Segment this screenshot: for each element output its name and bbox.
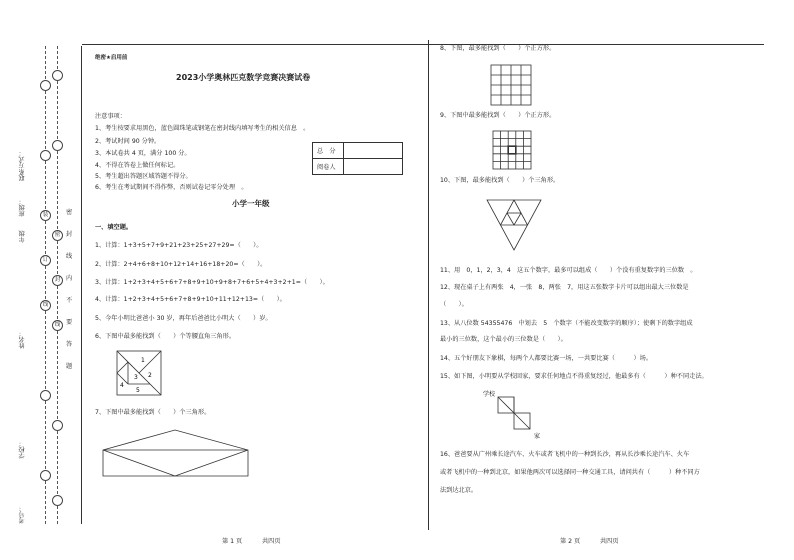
notes-title: 注意事项： xyxy=(95,113,126,120)
note-item: 5、考生超出答题区域答题不得分。 xyxy=(95,173,192,180)
question-12: 12、现在桌子上有两张 4，一张 8，两张 7，用这五张数字卡片可以组出最大三位数是 xyxy=(440,284,689,291)
question-10: 10、下图，最多能找到（ ）个三角形。 xyxy=(440,177,560,184)
page-2-number: 第 2 页 xyxy=(560,538,581,545)
grade-label: 年级 xyxy=(19,230,26,243)
binding-circle: 封 xyxy=(52,275,63,286)
binding-circle xyxy=(40,80,51,91)
grader-label: 阅卷人 xyxy=(313,159,344,175)
seal-char: 要 xyxy=(66,319,73,326)
binding-circle xyxy=(52,420,63,431)
question-11: 11、用 0，1，2，3，4 这五个数字，最多可以组成（ ）个没有重复数字的三位数 。 xyxy=(440,267,697,274)
question-4: 4、计算：1+2+3+4+5+6+7+8+9+10+11+12+13=（ ）。 xyxy=(95,296,286,303)
q6-label: 5 xyxy=(136,387,140,394)
question-3: 3、计算：1+2+3+4+5+6+7+8+9+10+9+8+7+6+5+4+3+2+1=（ ）。 xyxy=(95,279,329,286)
contact-label: 联系方式： xyxy=(19,150,26,181)
question-6: 6、下图中最多能找到（ ）个等腰直角三角形。 xyxy=(95,333,236,340)
note-item: 6、考生在考试期间不得作弊，否则试卷记零分处理 。 xyxy=(95,184,248,191)
question-9: 9、下图中最多能找到（ ）个正方形。 xyxy=(440,112,556,119)
q6-figure xyxy=(116,350,162,396)
q6-label: 4 xyxy=(120,382,124,389)
q9-figure xyxy=(492,130,532,170)
binding-circle xyxy=(52,495,63,506)
question-14: 14、五个好朋友下象棋，每两个人都要比赛一场，一共要比赛（ ）场。 xyxy=(440,355,653,362)
seal-char: 线 xyxy=(66,253,73,260)
grader-cell[interactable] xyxy=(344,159,403,175)
binding-circle: 线 xyxy=(40,300,51,311)
score-cell[interactable] xyxy=(344,143,403,159)
question-2: 2、计算：2+4+6+8+10+12+14+16+18+20=（ ）。 xyxy=(95,261,267,268)
top-rule xyxy=(82,44,764,45)
page-2-total: 共四页 xyxy=(600,538,619,545)
binding-circle: 线 xyxy=(52,320,63,331)
exam-number-label: 考号： xyxy=(19,505,26,524)
question-16: 16、爸爸要从广州乘长途汽车、火车或者飞机中的一种到长沙，再从长沙乘长途汽车、火车 xyxy=(440,451,690,458)
home-point-label: 家 xyxy=(534,433,541,440)
binding-circle: 密 xyxy=(52,230,63,241)
secret-mark: 绝密★启用前 xyxy=(95,55,128,61)
page-1-total: 共四页 xyxy=(262,538,281,545)
page-divider xyxy=(428,40,429,530)
binding-circle: 订 xyxy=(40,255,51,266)
question-1: 1、计算：1+3+5+7+9+21+23+25+27+29=（ ）。 xyxy=(95,242,263,249)
seal-char: 答 xyxy=(66,341,73,348)
question-13-cont: 最小的三位数，这个最小的三位数是（ ）。 xyxy=(440,336,567,343)
binding-circle xyxy=(40,390,51,401)
name-label: 姓名： xyxy=(19,330,26,349)
q6-label: 1 xyxy=(141,357,145,364)
q15-figure xyxy=(480,388,550,442)
question-8: 8、下图，最多能找到（ ）个正方形。 xyxy=(440,45,556,52)
margin-rule xyxy=(81,46,82,524)
binding-line-a xyxy=(45,46,46,524)
seal-char: 内 xyxy=(66,275,73,282)
q6-label: 2 xyxy=(148,372,152,379)
grade-heading: 小学一年级 xyxy=(232,199,270,208)
q7-figure xyxy=(100,428,252,478)
binding-circle xyxy=(52,70,63,81)
binding-circle xyxy=(52,140,63,151)
note-item: 2、考试时间 90 分钟。 xyxy=(95,138,161,145)
question-15: 15、如下图，小明要从学校回家，要求任何地点不得重复经过，他最多有（ ）种不同走法。 xyxy=(440,373,708,380)
score-table xyxy=(312,142,403,175)
question-5: 5、今年小明比爸爸小 30 岁，再年后爸爸比小明大（ ）岁。 xyxy=(95,315,272,322)
question-16-cont: 法到达北京。 xyxy=(440,487,478,494)
question-13: 13、从八位数 54355476 中划去 5 个数字（不能改变数字的顺序）；使剩下的数字组成 xyxy=(440,320,693,327)
question-7: 7、下图中最多能找到（ ）个三角形。 xyxy=(95,409,211,416)
binding-circle xyxy=(40,470,51,481)
note-item: 1、考生按要求用黑色，蓝色圆珠笔或钢笔在密封线内填写考生的相关信息 。 xyxy=(95,125,310,132)
exam-title: 2023小学奥林匹克数学竞赛决赛试卷 xyxy=(176,73,311,82)
score-label: 总 分 xyxy=(313,143,344,159)
seal-char: 封 xyxy=(66,231,73,238)
note-item: 3、本试卷共 4 页，满分 100 分。 xyxy=(95,150,191,157)
seal-char: 不 xyxy=(66,297,73,304)
page-1-number: 第 1 页 xyxy=(222,538,243,545)
q10-figure xyxy=(486,198,542,252)
binding-circle xyxy=(40,150,51,161)
q6-label: 3 xyxy=(134,374,138,381)
class-label: 班级： xyxy=(19,198,26,217)
seal-char: 密 xyxy=(66,209,73,216)
section-heading: 一、填空题。 xyxy=(95,224,133,231)
note-item: 4、不得在答卷上做任何标记。 xyxy=(95,162,180,169)
question-16-cont: 或者飞机中的一种到北京，如果他两次可以选择同一种交通工具，请问共有（ ）种不同方 xyxy=(440,469,700,476)
question-12-cont: （ ）。 xyxy=(440,301,468,308)
school-point-label: 学校 xyxy=(483,391,496,398)
binding-circle: 装 xyxy=(40,210,51,221)
seal-char: 题 xyxy=(66,363,73,370)
school-label: 学校： xyxy=(19,440,26,459)
q8-figure xyxy=(490,64,532,106)
